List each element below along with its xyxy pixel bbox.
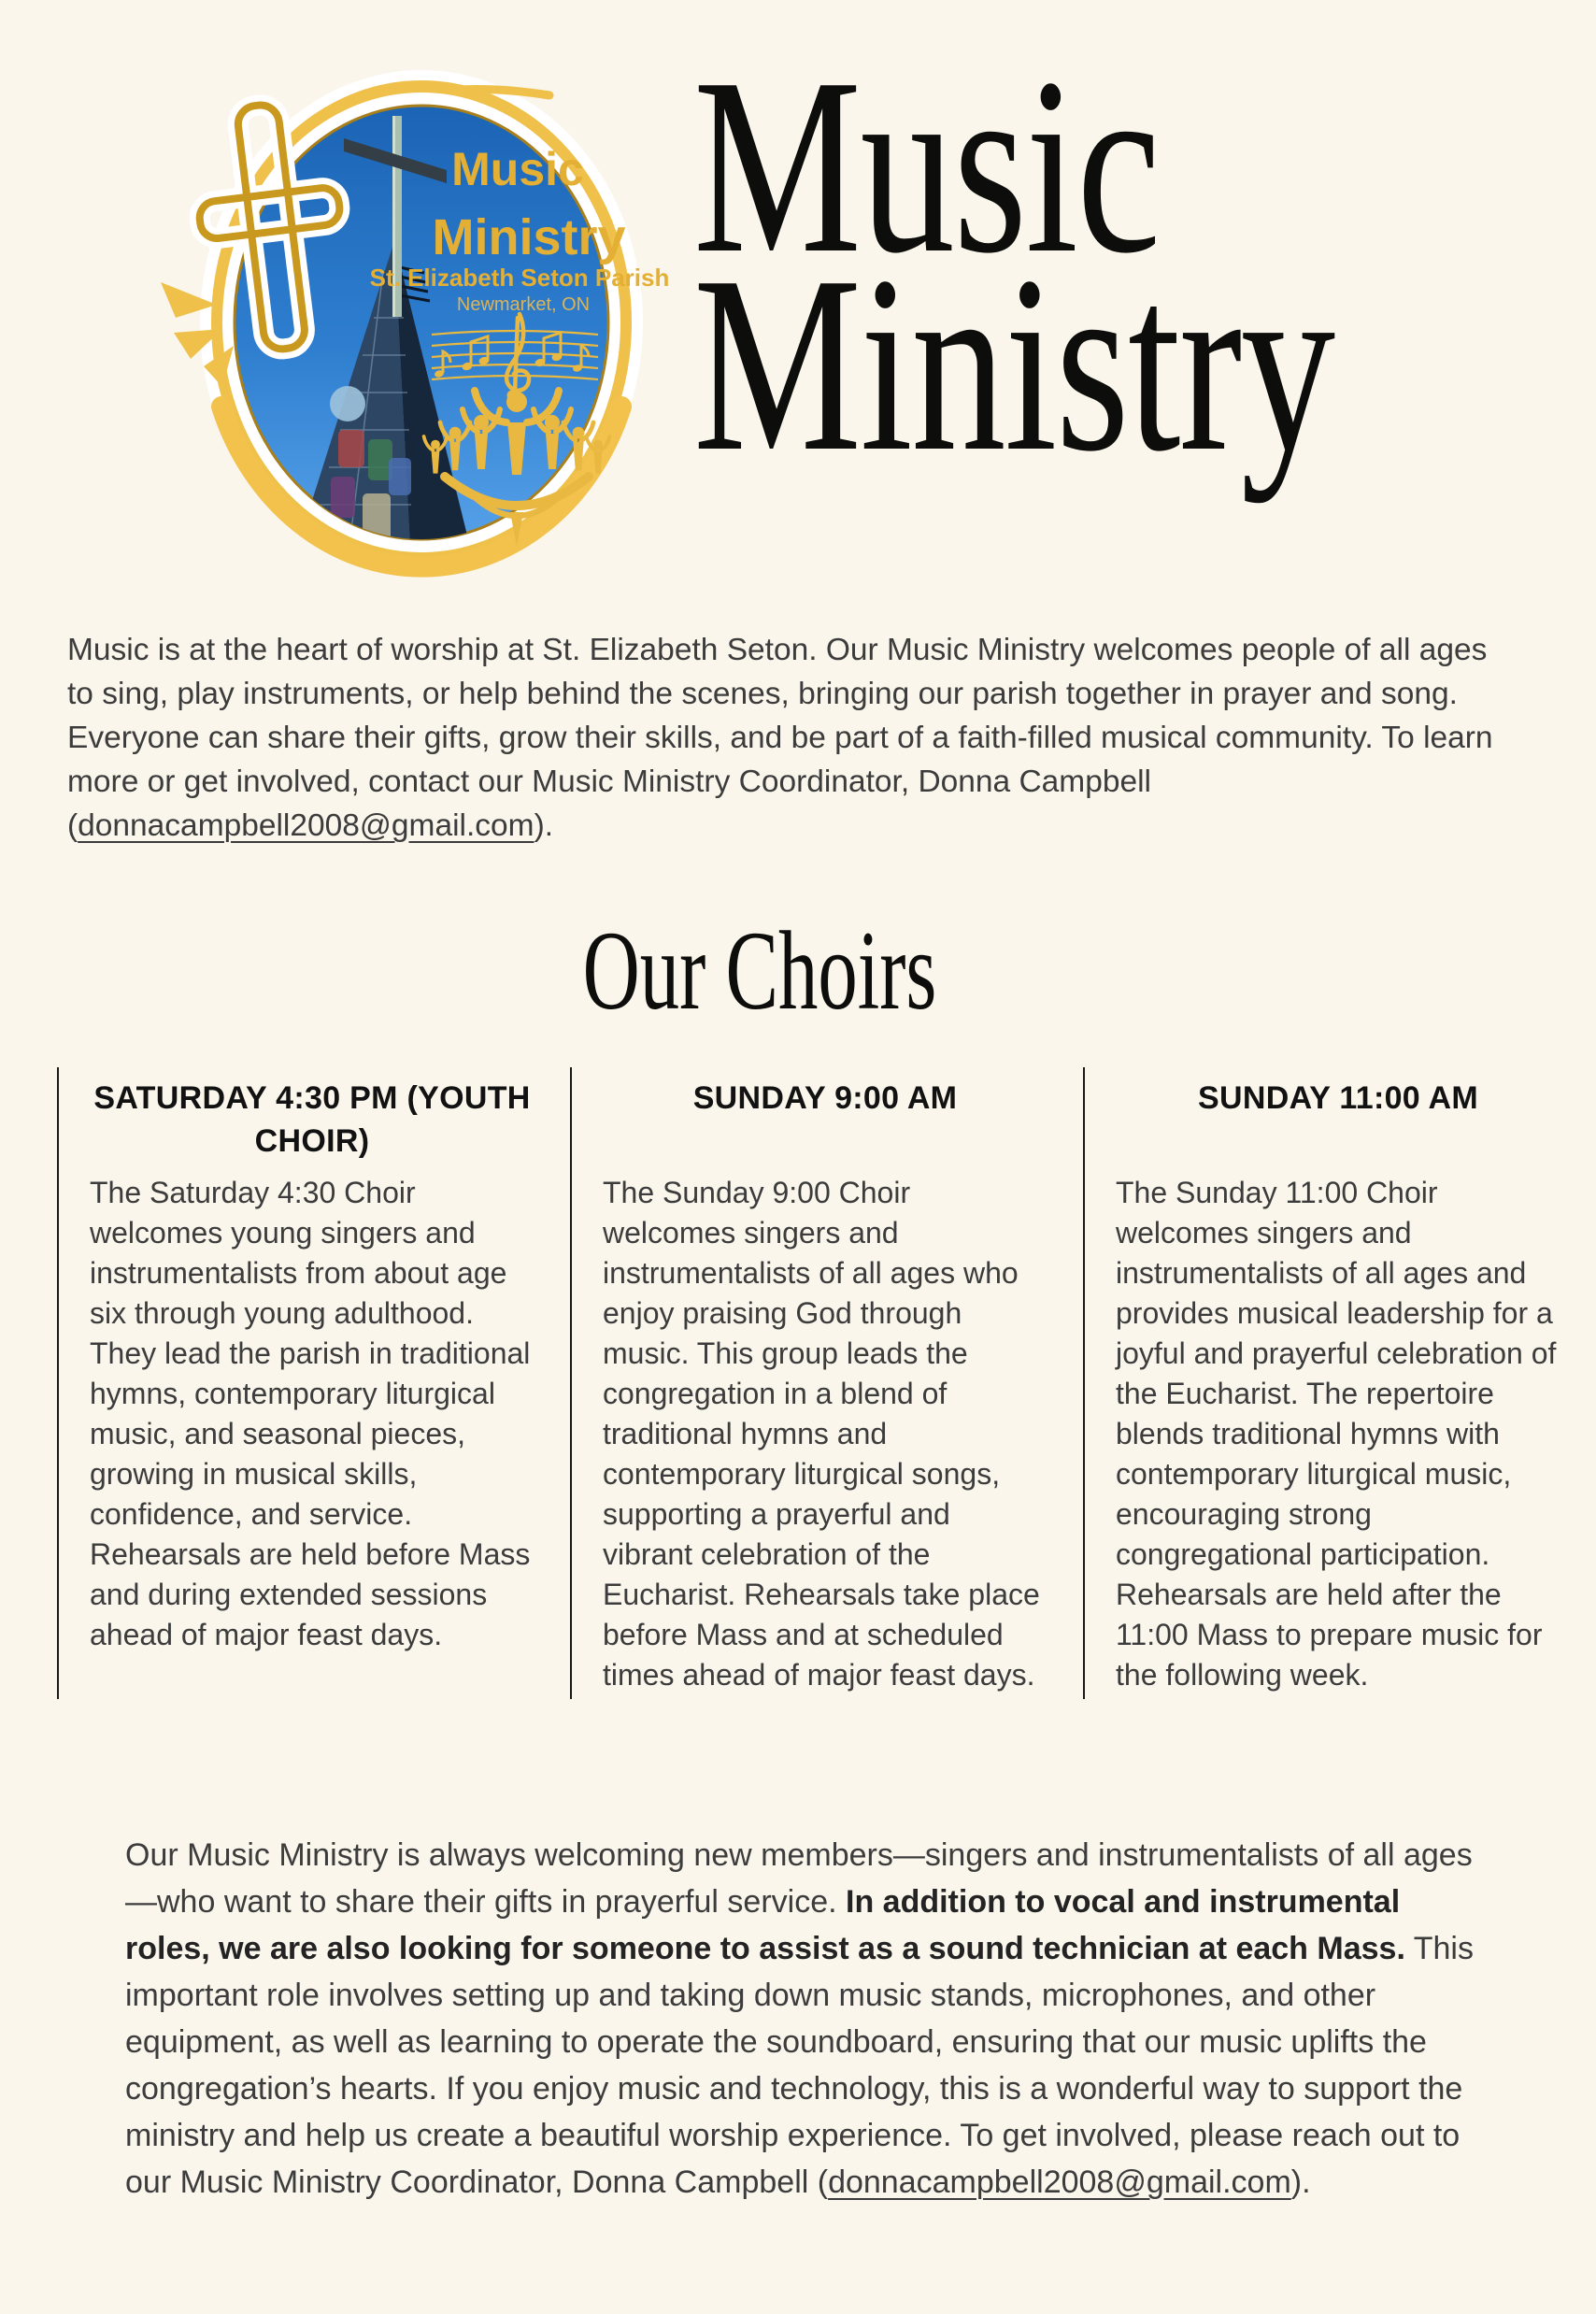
choir-description: The Saturday 4:30 Choir welcomes young singers and instrumentalists from about age six through young adulthood. They lead the parish in traditional hymns, contemporary liturgical music, and seasonal pieces, growing in musical skills, confidence, and service. Rehearsals are held before Mass and during extended sessions ahead of major feast days. bbox=[90, 1176, 531, 1651]
badge-title-line2: Ministry bbox=[432, 209, 626, 265]
choir-heading: SUNDAY 9:00 AM bbox=[692, 1080, 958, 1116]
parish-logo bbox=[103, 37, 682, 598]
choirs-section-heading: Our Choirs bbox=[582, 908, 937, 1034]
page-title-line1: Music bbox=[693, 26, 1160, 306]
intro-text-after: ). bbox=[534, 808, 554, 843]
badge-parish: St. Elizabeth Seton Parish bbox=[369, 264, 670, 292]
choir-description: The Sunday 9:00 Choir welcomes singers and instrumentalists of all ages who enjoy praising God through music. This group leads the congregation in a blend of traditional hymns and contemporary liturgical songs, supporting a prayerful and vibrant celebration of the Eucharist. Rehearsals take place before Mass and at scheduled times ahead of major feast days. bbox=[603, 1176, 1040, 1692]
parish-logo-graphic bbox=[103, 37, 682, 598]
outro-bold-text: In addition to vocal and instrumental roles, we are also looking for someone to assist as a sound technician at each Mass. bbox=[125, 1884, 1405, 1966]
page-title bbox=[693, 26, 1334, 504]
choir-column-saturday bbox=[57, 1067, 570, 1699]
intro-paragraph bbox=[67, 628, 1511, 848]
outro-paragraph bbox=[125, 1832, 1476, 2206]
outro-text-1: Our Music Ministry is always welcoming new members—singers and instrumentalists of all ages—who want to share their gifts in prayerful service. bbox=[125, 1837, 1473, 1920]
coordinator-email-link[interactable]: donnacampbell2008@gmail.com bbox=[828, 2164, 1291, 2200]
choir-column-sunday-11 bbox=[1083, 1067, 1596, 1699]
page-title-line2: Ministry bbox=[693, 224, 1334, 504]
outro-text-3: ). bbox=[1290, 2164, 1311, 2200]
choir-heading: SUNDAY 11:00 AM bbox=[1198, 1080, 1478, 1116]
intro-text: Music is at the heart of worship at St. Elizabeth Seton. Our Music Ministry welcomes people of all ages to sing, play instruments, or help behind the scenes, bringing our parish together in prayer and song. Everyone can share their gifts, grow their skills, and be part of a faith-filled musical community. To learn more or get involved, contact our Music Ministry Coordinator, Donna Campbell ( bbox=[67, 633, 1493, 843]
outro-text-2: This important role involves setting up and taking down music stands, microphones, and other equipment, as well as learning to operate the soundboard, ensuring that our music uplifts the congregation’s hearts. If you enjoy music and technology, this is a wonderful way to support the ministry and help us create a beautiful worship experience. To get involved, please reach out to our Music Ministry Coordinator, Donna Campbell ( bbox=[125, 1931, 1474, 2200]
choir-column-sunday-9 bbox=[570, 1067, 1083, 1699]
choir-heading: SATURDAY 4:30 PM (YOUTH CHOIR) bbox=[93, 1080, 531, 1159]
coordinator-email-link[interactable]: donnacampbell2008@gmail.com bbox=[78, 808, 534, 843]
badge-title-line1: Music bbox=[451, 143, 584, 195]
badge-location: Newmarket, ON bbox=[456, 294, 591, 315]
choir-description: The Sunday 11:00 Choir welcomes singers and instrumentalists of all ages and provides musical leadership for a joyful and prayerful celebration of the Eucharist. The repertoire blends traditional hymns with contemporary liturgical music, encouraging strong congregational participation. Rehearsals are held after the 11:00 Mass to prepare music for the following week. bbox=[1116, 1176, 1557, 1692]
choir-columns bbox=[57, 1067, 1596, 1699]
